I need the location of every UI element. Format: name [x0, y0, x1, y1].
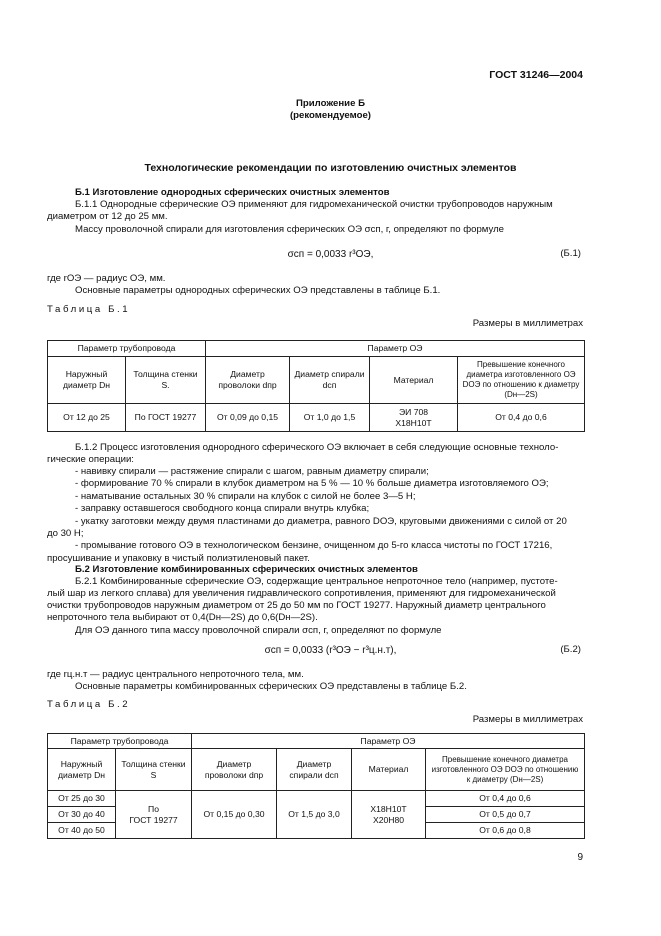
table1-header-excess: Превышение конечного диаметра изготовленного ОЭ DОЭ по отношению к диаметру (Dн—2S): [458, 357, 585, 404]
table1-group-oe: Параметр ОЭ: [206, 341, 585, 357]
section-b1-p1-line1: Б.1.1 Однородные сферические ОЭ применяют для гидромеханической очистки трубопроводов наружным: [75, 199, 553, 210]
section-b2-p1-line4: непроточного тела выбирают от 0,4(Dн—2S) до 0,6(Dн—2S).: [47, 612, 318, 623]
table2-cell: От 40 до 50: [48, 823, 116, 839]
table2-header-spiral: Диаметр спирали dсп: [277, 749, 352, 791]
table2-material-1: Х18Н10Т: [370, 803, 407, 814]
table2-header-thickness: Толщина стенки S: [116, 749, 192, 791]
table1-header-material: Материал: [370, 357, 458, 404]
table1-cell: От 0,09 до 0,15: [206, 404, 290, 432]
table-b2: [47, 733, 585, 839]
table2-cell: От 0,5 до 0,7: [426, 807, 585, 823]
table2-cell: От 0,4 до 0,6: [426, 791, 585, 807]
section-b12-line2: гические операции:: [47, 454, 134, 465]
list-item: - промывание готового ОЭ в технологическом бензине, очищенном до 5-го класса чистоты по ГОСТ 17216,: [75, 540, 553, 552]
appendix-title: Приложение Б: [296, 98, 365, 109]
section-b2-p1-line3: очистки трубопроводов наружным диаметром от 25 до 50 мм по ГОСТ 19277. Наружный диаметр центрального: [47, 600, 546, 611]
table1-cell: От 0,4 до 0,6: [458, 404, 585, 432]
formula-b1: σсп = 0,0033 r³ОЭ,: [287, 249, 374, 260]
list-item: - наматывание остальных 30 % спирали на клубок с силой не более 3—5 Н;: [75, 490, 416, 502]
table2-cell-spiral: От 1,5 до 3,0: [277, 791, 352, 839]
table1-header-diameter: Наружный диаметр Dн: [48, 357, 126, 404]
table2-cell-material: [352, 791, 426, 839]
section-b1-p2: Массу проволочной спирали для изготовления сферических ОЭ σсп, г, определяют по формуле: [75, 224, 504, 235]
table1-header-wire: Диаметр проволоки dпр: [206, 357, 290, 404]
list-item: до 30 Н;: [47, 528, 84, 540]
table2-thickness-line2: ГОСТ 19277: [129, 814, 178, 825]
page-number: 9: [577, 852, 583, 863]
table2-caption: Таблица Б.2: [47, 699, 131, 710]
table1-cell: От 12 до 25: [48, 404, 126, 432]
section-b2-p1-line1: Б.2.1 Комбинированные сферические ОЭ, содержащие центральное непроточное тело (например, пустоте-: [75, 576, 558, 587]
table1-units: Размеры в миллиметрах: [472, 318, 583, 329]
standard-number: ГОСТ 31246—2004: [489, 69, 583, 81]
table1-cell-material: [370, 404, 458, 432]
list-item: просушивание и упаковку в чистый полиэтиленовый пакет.: [47, 552, 310, 564]
table1-material-2: Х18Н10Т: [395, 417, 432, 428]
section-b12-line1: Б.1.2 Процесс изготовления однородного сферического ОЭ включает в себя следующие основные техноло-: [75, 442, 559, 453]
table1-cell: От 1,0 до 1,5: [290, 404, 370, 432]
section-b1-heading: Б.1 Изготовление однородных сферических очистных элементов: [75, 187, 390, 198]
appendix-subtitle: (рекомендуемое): [289, 110, 371, 121]
formula-b2-number: (Б.2): [560, 644, 581, 655]
table2-group-oe: Параметр ОЭ: [192, 734, 585, 749]
table2-group-pipe: Параметр трубопровода: [48, 734, 192, 749]
list-item: - заправку оставшегося свободного конца спирали внутрь клубка;: [75, 503, 370, 515]
section-b1-where: где rОЭ — радиус ОЭ, мм.: [47, 273, 166, 284]
table2-cell: От 30 до 40: [48, 807, 116, 823]
table2-cell: От 0,6 до 0,8: [426, 823, 585, 839]
section-b1-params-intro: Основные параметры однородных сферических ОЭ представлены в таблице Б.1.: [75, 285, 441, 296]
section-b2-heading: Б.2 Изготовление комбинированных сферических очистных элементов: [75, 564, 418, 575]
table1-header-thickness: Толщина стенки S.: [126, 357, 206, 404]
formula-b1-number: (Б.1): [560, 248, 581, 259]
operations-list: [47, 466, 585, 565]
table1-header-spiral: Диаметр спирали dсп: [290, 357, 370, 404]
table2-header-excess: Превышение конечного диаметра изготовленного ОЭ DОЭ по отношению к диаметру (Dн—2S): [426, 749, 585, 791]
table1-group-pipe: Параметр трубопровода: [48, 341, 206, 357]
list-item: - формирование 70 % спирали в клубок диаметром на 5 % — 10 % больше диаметра изготовляемого ОЭ;: [75, 478, 549, 490]
table2-thickness-line1: По: [148, 803, 159, 814]
table2-cell-thickness: [116, 791, 192, 839]
table1-cell: По ГОСТ 19277: [126, 404, 206, 432]
section-b2-where: где rц.н.т — радиус центрального непроточного тела, мм.: [47, 669, 304, 680]
table1-caption: Таблица Б.1: [47, 304, 131, 315]
table2-cell: От 25 до 30: [48, 791, 116, 807]
table2-material-2: Х20Н80: [372, 814, 405, 825]
section-b2-params-intro: Основные параметры комбинированных сферических ОЭ представлены в таблице Б.2.: [75, 681, 467, 692]
section-b2-p1-line2: лый шар из легкого сплава) для увеличения гидравлического сопротивления, применяют для гидромеханической: [47, 588, 556, 599]
table2-header-diameter: Наружный диаметр Dн: [48, 749, 116, 791]
table1-material-1: ЭИ 708: [398, 406, 429, 417]
table2-header-material: Материал: [352, 749, 426, 791]
list-item: - навивку спирали — растяжение спирали с шагом, равным диаметру спирали;: [75, 466, 429, 477]
section-b2-p2: Для ОЭ данного типа массу проволочной спирали σсп, г, определяют по формуле: [75, 625, 442, 636]
formula-b2: σсп = 0,0033 (r³ОЭ − r³ц.н.т),: [264, 645, 397, 656]
table-b1: [47, 340, 585, 432]
list-item: - укатку заготовки между двумя пластинами до диаметра, равного DОЭ, круговыми движениями с силой от 20: [75, 515, 567, 527]
main-title: Технологические рекомендации по изготовлению очистных элементов: [144, 162, 517, 174]
section-b1-p1-line2: диаметром от 12 до 25 мм.: [47, 211, 168, 222]
table2-units: Размеры в миллиметрах: [472, 714, 583, 725]
table2-header-wire: Диаметр проволоки dпр: [192, 749, 277, 791]
table2-cell-wire: От 0,15 до 0,30: [192, 791, 277, 839]
